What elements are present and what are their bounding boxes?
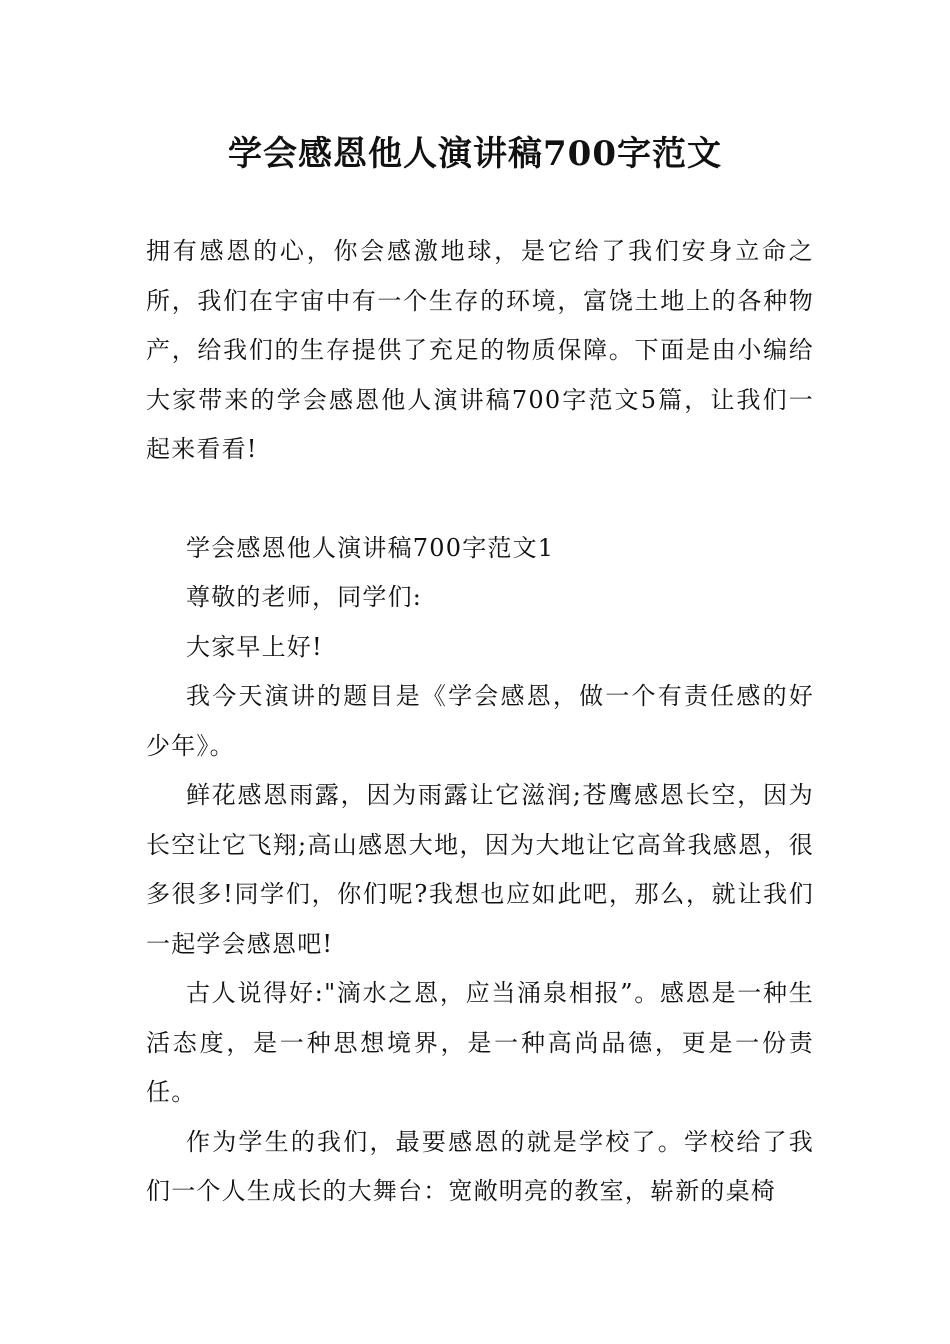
body-paragraph: 作为学生的我们，最要感恩的就是学校了。学校给了我们一个人生成长的大舞台：宽敞明亮的教室，崭新的桌椅 bbox=[146, 1127, 814, 1205]
section-heading: 学会感恩他人演讲稿700字范文1 bbox=[186, 533, 555, 562]
paragraph-gap bbox=[146, 475, 814, 524]
body-paragraph: 我今天演讲的题目是《学会感恩，做一个有责任感的好少年》。 bbox=[146, 682, 814, 760]
body-paragraph: 鲜花感恩雨露，因为雨露让它滋润;苍鹰感恩长空，因为长空让它飞翔;高山感恩大地，因为大地让它高耸我感恩，很多很多!同学们，你们呢?我想也应如此吧，那么，就让我们一起学会感恩吧! bbox=[146, 781, 814, 958]
document-title: 学会感恩他人演讲稿700字范文 bbox=[228, 134, 722, 174]
salutation: 尊敬的老师，同学们: bbox=[186, 583, 423, 611]
document-body bbox=[146, 227, 814, 1217]
body-paragraph: 古人说得好:"滴水之恩，应当涌泉相报”。感恩是一种生活态度，是一种思想境界，是一种高尚品德，更是一份责任。 bbox=[146, 979, 814, 1106]
intro-paragraph: 拥有感恩的心，你会感激地球，是它给了我们安身立命之所，我们在宇宙中有一个生存的环境，富饶土地上的各种物产，给我们的生存提供了充足的物质保障。下面是由小编给大家带来的学会感恩他人演讲稿700字范文5篇，让我们一起来看看! bbox=[146, 237, 814, 463]
greeting: 大家早上好! bbox=[186, 632, 323, 661]
